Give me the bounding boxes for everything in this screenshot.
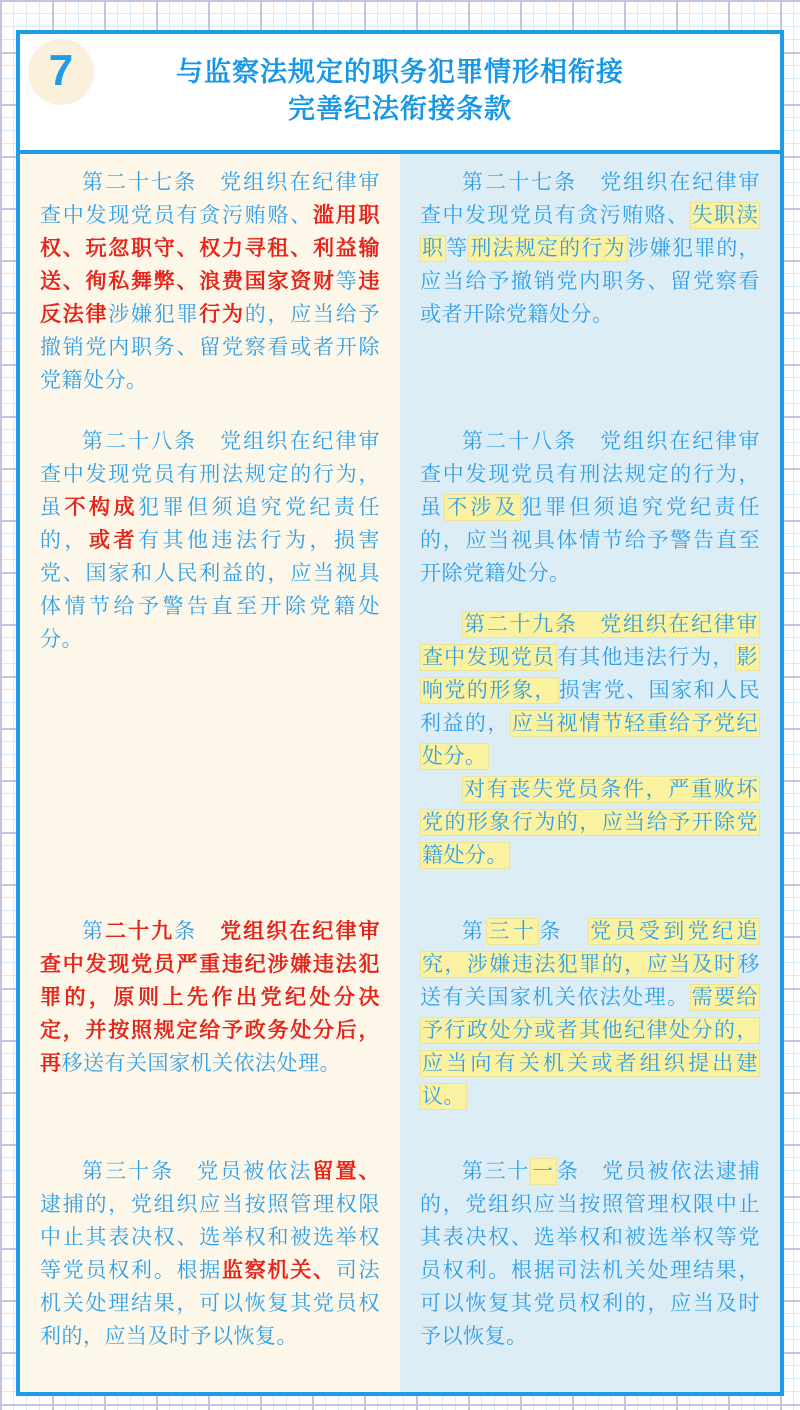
text-segment-hl: 三十: [488, 920, 538, 943]
text-segment-hl: 一: [532, 1160, 555, 1183]
text-segment-blue: 第三十: [462, 1160, 531, 1183]
page-title-line2: 完善纪法衔接条款: [288, 94, 512, 124]
text-segment-blue: 犯罪但须追究党纪责任的，应当视具体情节给予警告直至开除党籍处分。: [420, 496, 761, 585]
text-segment-red: 滥用职权、玩忽职守、权力寻租、利益输送、徇私舞弊、浪费国家资财: [40, 204, 380, 293]
page-title: [20, 54, 780, 128]
text-segment-blue: 损害党、国家和人民利益的，: [420, 679, 761, 735]
text-segment-hl: 失职渎职: [422, 204, 759, 260]
text-segment-blue: 逮捕的，党组织应当按照管理权限中止其表决权、选举权和被选举权等党员权利。根据: [40, 1193, 380, 1282]
section-number: 7: [48, 46, 74, 95]
text-segment-red: 行为: [199, 303, 245, 326]
text-segment-blue: 第二十七条 党组织在纪律审查中发现党员有贪污贿赂、: [420, 171, 760, 227]
paragraph: [420, 166, 760, 331]
text-segment-blue: 等: [446, 237, 469, 260]
page-title-line1: 与监察法规定的职务犯罪情形相衔接: [176, 57, 624, 87]
text-segment-hl: 刑法规定的行为: [470, 237, 626, 260]
text-segment-red: 监察机关、: [222, 1259, 336, 1282]
text-segment-red: 二十九: [105, 920, 175, 943]
text-segment-blue: 涉嫌犯罪: [108, 303, 200, 326]
text-segment-blue: 第三十条 党员被依法: [82, 1160, 313, 1183]
paragraph: [40, 425, 380, 656]
text-segment-hl: 对有丧失党员条件，严重败坏党的形象行为的，应当给予开除党籍处分。: [422, 778, 758, 867]
left-column-article-29: [20, 915, 400, 1155]
text-segment-blue: 第二十八条 党组织在纪律审查中发现党员有刑法规定的行为，虽: [40, 430, 380, 519]
text-segment-blue: 第: [82, 920, 106, 943]
paragraph: [420, 915, 760, 1113]
text-segment-blue: 等: [335, 270, 359, 293]
text-segment-red: 不构成: [64, 496, 138, 519]
text-segment-hl: 需要给予行政处分或者其他纪律处分的，应当向有关机关或者组织提出建议。: [422, 986, 759, 1108]
paragraph: [40, 915, 380, 1080]
two-column-comparison: [20, 154, 780, 1392]
text-segment-hl: 影响党的形象，: [422, 646, 759, 702]
paragraph: [40, 1155, 380, 1353]
text-segment-blue: 条: [174, 920, 198, 943]
text-segment-blue: 条: [539, 920, 589, 943]
paragraph: [420, 773, 760, 872]
text-segment-blue: 犯罪但须追究党纪责任的，: [40, 496, 380, 552]
paragraph: [420, 608, 760, 773]
text-segment-blue: 有其他违法行为，: [557, 646, 735, 669]
right-column-articles-28-29: [400, 425, 780, 915]
text-segment-blue: 移送有关国家机关依法处理。: [61, 1052, 341, 1075]
text-segment-blue: 移送有关国家机关依法处理。: [420, 953, 760, 1009]
left-column-article-30: [20, 1155, 400, 1392]
text-segment-hl: 党员受到党纪追究，涉嫌违法犯罪的，应当及时: [422, 920, 759, 976]
comparison-card: [16, 30, 784, 1396]
right-column-article-31: [400, 1155, 780, 1392]
right-column-article-30: [400, 915, 780, 1155]
paragraph: [40, 166, 380, 397]
text-segment-blue: 有其他违法行为，损害党、国家和人民利益的，应当视具体情节给予警告直至开除党籍处分。: [40, 529, 380, 651]
text-segment-red: 党组织在纪律审查中发现党员严重违纪涉嫌违法犯罪的，原则上先作出党纪处分决定，并按照规定给予政务处分后，再: [40, 920, 381, 1075]
text-segment-hl: 第二十九条 党组织在纪律审查中发现党员: [422, 613, 758, 669]
left-column-article-28: [20, 425, 400, 915]
paragraph: [420, 425, 760, 590]
text-segment-blue: 第: [462, 920, 487, 943]
left-column-article-27: [20, 154, 400, 425]
text-segment-blue: 司法机关处理结果，可以恢复其党员权利的，应当及时予以恢复。: [40, 1259, 380, 1348]
text-segment-red: 违反法律: [40, 270, 380, 326]
card-header: [20, 34, 780, 154]
text-segment-red: 或者: [89, 529, 138, 552]
right-column-article-27: [400, 154, 780, 425]
text-segment-blue: 第二十八条 党组织在纪律审查中发现党员有刑法规定的行为，虽: [420, 430, 760, 519]
text-segment-blue: 涉嫌犯罪的，应当给予撤销党内职务、留党察看或者开除党籍处分。: [420, 237, 761, 326]
paragraph: [420, 1155, 760, 1353]
text-segment-blue: 的，应当给予撤销党内职务、留党察看或者开除党籍处分。: [40, 303, 380, 392]
text-segment-blue: 条 党员被依法逮捕的，党组织应当按照管理权限中止其表决权、选举权和被选举权等党员权利。根据司法机关处理结果，可以恢复其党员权利的，应当及时予以恢复。: [420, 1160, 761, 1348]
text-segment-hl: 不涉及: [446, 496, 519, 519]
text-segment-hl: 应当视情节轻重给予党纪处分。: [422, 712, 759, 768]
text-segment-red: 留置、: [312, 1160, 381, 1183]
text-segment-blue: 第二十七条 党组织在纪律审查中发现党员有贪污贿赂、: [40, 171, 380, 227]
